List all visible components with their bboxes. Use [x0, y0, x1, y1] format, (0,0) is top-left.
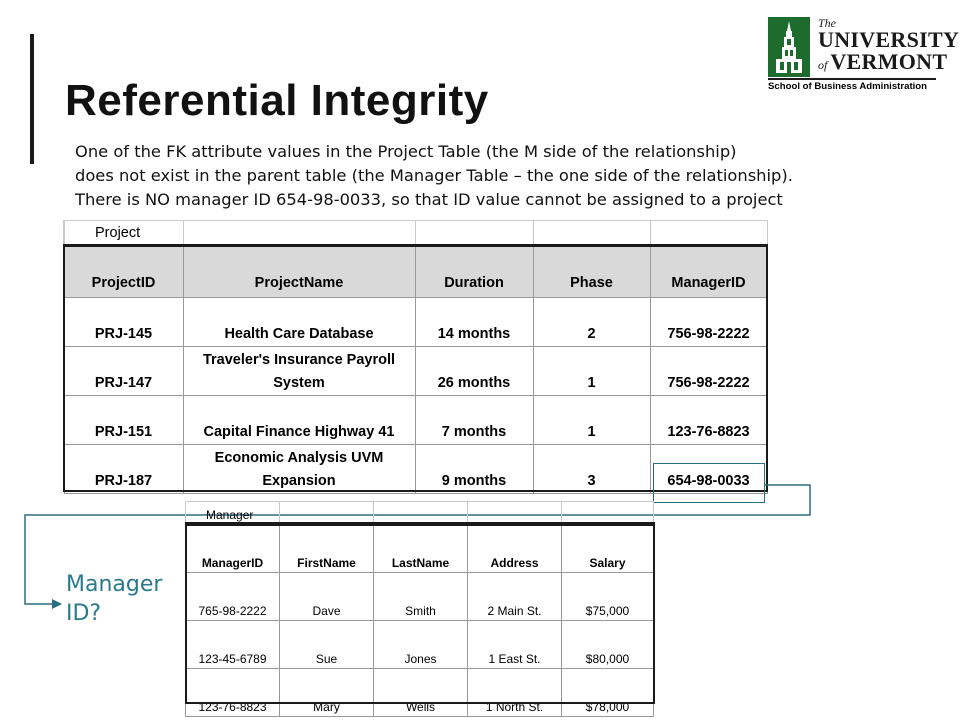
table-header-row: [64, 246, 767, 298]
manager-id-callout: [66, 570, 162, 628]
column-header: Phase: [533, 246, 650, 298]
column-header: ManagerID: [186, 525, 280, 573]
university-logo: [768, 16, 960, 92]
logo-of: of: [818, 58, 828, 72]
description-line: does not exist in the parent table (the Manager Table – the one side of the relationship).: [75, 166, 793, 185]
table-row: [186, 621, 654, 669]
table-cell: 756-98-2222: [650, 347, 767, 396]
callout-line: ID?: [66, 601, 102, 626]
table-cell: 1 East St.: [468, 621, 562, 669]
table-cell: Sue: [280, 621, 374, 669]
table-cell: 2 Main St.: [468, 573, 562, 621]
table-row: [186, 669, 654, 717]
table-cell: PRJ-147: [64, 347, 183, 396]
table-cell: 7 months: [415, 396, 533, 445]
logo-the: The: [818, 16, 836, 30]
table-cell: Health Care Database: [183, 298, 415, 347]
table-cell: Traveler's Insurance Payroll System: [183, 347, 415, 396]
table-cell: PRJ-151: [64, 396, 183, 445]
description-line: There is NO manager ID 654-98-0033, so that ID value cannot be assigned to a project: [75, 190, 783, 209]
table-caption-row: [64, 221, 767, 247]
column-header: LastName: [374, 525, 468, 573]
slide-title: Referential Integrity: [65, 76, 489, 125]
logo-vermont: VERMONT: [830, 49, 948, 74]
column-header: ProjectID: [64, 246, 183, 298]
table-cell: $75,000: [562, 573, 654, 621]
table-cell: 765-98-2222: [186, 573, 280, 621]
table-cell: Mary: [280, 669, 374, 717]
table-cell: 9 months: [415, 445, 533, 494]
column-header: Duration: [415, 246, 533, 298]
table-cell: $78,000: [562, 669, 654, 717]
project-table: [63, 220, 768, 494]
table-cell: 14 months: [415, 298, 533, 347]
column-header: ManagerID: [650, 246, 767, 298]
table-cell: 1: [533, 347, 650, 396]
manager-table-caption: Manager: [186, 502, 280, 526]
table-header-row: [186, 525, 654, 573]
manager-table: [185, 501, 654, 717]
table-caption-row: [186, 502, 654, 526]
table-cell: Capital Finance Highway 41: [183, 396, 415, 445]
column-header: FirstName: [280, 525, 374, 573]
table-cell: Jones: [374, 621, 468, 669]
bell-tower-icon: [768, 17, 810, 77]
invalid-fk-highlight: [653, 463, 765, 503]
table-cell: 1: [533, 396, 650, 445]
table-cell: $80,000: [562, 621, 654, 669]
logo-university: UNIVERSITY: [818, 27, 960, 52]
table-cell: 3: [533, 445, 650, 494]
column-header: Salary: [562, 525, 654, 573]
table-cell: 1 North St.: [468, 669, 562, 717]
table-row: [64, 298, 767, 347]
project-table-caption: Project: [64, 221, 183, 247]
table-cell: 26 months: [415, 347, 533, 396]
logo-school-name: School of Business Administration: [768, 78, 936, 92]
table-cell: 123-76-8823: [186, 669, 280, 717]
table-cell: 654-98-0033: [650, 445, 767, 494]
table-cell: 2: [533, 298, 650, 347]
table-cell: Smith: [374, 573, 468, 621]
table-cell: Wells: [374, 669, 468, 717]
callout-line: Manager: [66, 572, 163, 597]
table-cell: Economic Analysis UVM Expansion: [183, 445, 415, 494]
table-cell: 756-98-2222: [650, 298, 767, 347]
table-cell: PRJ-187: [64, 445, 183, 494]
logo-wordmark: [818, 17, 959, 76]
table-row: [186, 573, 654, 621]
table-row: [64, 396, 767, 445]
column-header: Address: [468, 525, 562, 573]
table-cell: Dave: [280, 573, 374, 621]
slide-description: [75, 140, 793, 212]
table-cell: 123-45-6789: [186, 621, 280, 669]
table-cell: PRJ-145: [64, 298, 183, 347]
column-header: ProjectName: [183, 246, 415, 298]
table-cell: 123-76-8823: [650, 396, 767, 445]
slide-accent-bar: [30, 34, 34, 164]
table-row: [64, 347, 767, 396]
description-line: One of the FK attribute values in the Project Table (the M side of the relationship): [75, 142, 737, 161]
